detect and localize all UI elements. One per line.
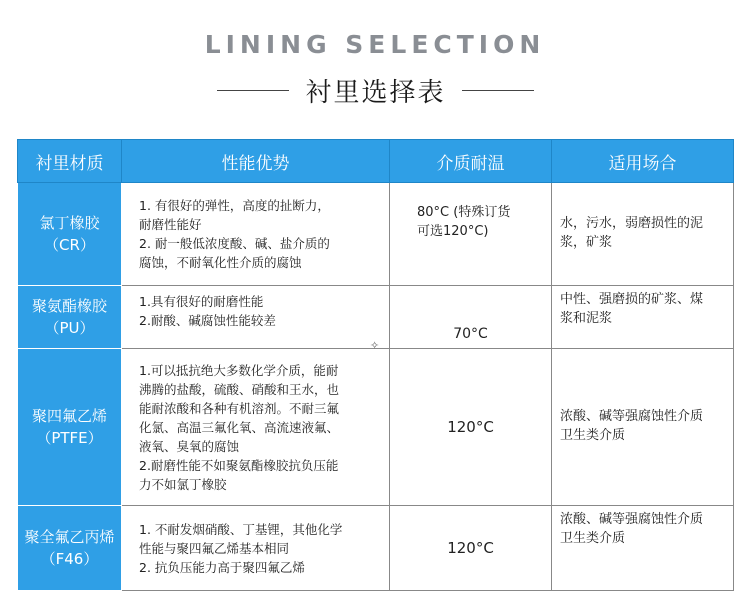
material-code: （PU） xyxy=(44,319,95,337)
application-line: 水，污水，弱磨损性的泥 xyxy=(560,216,704,231)
column-header-performance: 性能优势 xyxy=(122,140,390,183)
material-name: 氯丁橡胶 xyxy=(39,214,100,232)
title-divider-right xyxy=(462,90,534,91)
performance-line: 2.耐磨性能不如聚氨酯橡胶抗负压能 xyxy=(139,457,339,473)
performance-line: 1.可以抵抗绝大多数化学介质，能耐 xyxy=(139,362,339,378)
material-name: 聚氨酯橡胶 xyxy=(31,297,107,315)
title-divider-left xyxy=(217,90,289,91)
application-line: 卫生类介质 xyxy=(560,531,626,546)
performance-line: 耐磨性能好 xyxy=(139,217,202,232)
column-header-material: 衬里材质 xyxy=(18,140,122,183)
material-cell xyxy=(18,506,122,591)
column-header-temperature: 介质耐温 xyxy=(390,140,552,183)
table-row xyxy=(18,506,734,591)
performance-line: 2. 耐一般低浓度酸、碱、盐介质的 xyxy=(139,236,330,251)
application-cell xyxy=(552,349,734,506)
performance-line: 1. 不耐发烟硝酸、丁基锂，其他化学 xyxy=(139,521,343,537)
performance-line: 力不如氯丁橡胶 xyxy=(139,476,227,492)
application-line: 浆和泥浆 xyxy=(560,311,613,326)
performance-line: 1. 有很好的弹性，高度的扯断力， xyxy=(139,198,330,213)
performance-line: 沸腾的盐酸，硫酸、硝酸和王水，也 xyxy=(139,381,340,397)
application-line: 浓酸、碱等强腐蚀性介质 xyxy=(560,512,704,527)
performance-line: 腐蚀，不耐氧化性介质的腐蚀 xyxy=(139,255,302,270)
application-line: 卫生类介质 xyxy=(560,428,626,443)
temperature-line: 80°C (特殊订货 xyxy=(417,205,511,220)
table-row xyxy=(18,349,734,506)
temperature-line: 120°C xyxy=(447,538,494,557)
temperature-cell xyxy=(390,286,552,349)
material-code: （CR） xyxy=(44,236,95,254)
lining-selection-table xyxy=(17,139,734,591)
column-header-application: 适用场合 xyxy=(552,140,734,183)
material-name: 聚四氟乙烯 xyxy=(31,407,107,425)
temperature-cell xyxy=(390,349,552,506)
material-cell xyxy=(18,349,122,506)
chinese-title: 衬里选择表 xyxy=(305,78,446,108)
temperature-line: 可选120°C) xyxy=(417,224,489,239)
application-cell xyxy=(552,286,734,349)
temperature-cell xyxy=(390,506,552,591)
application-cell xyxy=(552,183,734,286)
performance-cell xyxy=(122,183,390,286)
performance-cell xyxy=(122,286,390,349)
application-cell xyxy=(552,506,734,591)
performance-line: 化氯、高温三氟化氧、高流速液氟、 xyxy=(139,419,340,435)
performance-line: 液氧、臭氧的腐蚀 xyxy=(139,438,240,454)
performance-line: 能耐浓酸和各种有机溶剂。不耐三氟 xyxy=(139,400,340,416)
temperature-line: 70°C xyxy=(453,326,488,342)
chinese-title-row xyxy=(0,72,750,108)
performance-line: 2. 抗负压能力高于聚四氟乙烯 xyxy=(139,559,305,575)
performance-line: 1.具有很好的耐磨性能 xyxy=(139,294,264,309)
table-row xyxy=(18,183,734,286)
temperature-cell xyxy=(390,183,552,286)
material-code: （PTFE） xyxy=(36,429,103,447)
material-cell xyxy=(18,286,122,349)
performance-line: 性能与聚四氟乙烯基本相同 xyxy=(139,540,290,556)
performance-line: 2.耐酸、碱腐蚀性能较差 xyxy=(139,313,276,328)
sparkle-icon: ✧ xyxy=(370,339,380,352)
application-line: 浆，矿浆 xyxy=(560,235,613,250)
material-code: （F46） xyxy=(40,550,99,568)
application-line: 中性、强磨损的矿浆、煤 xyxy=(560,292,704,307)
temperature-line: 120°C xyxy=(447,417,494,436)
material-name: 聚全氟乙丙烯 xyxy=(24,528,115,546)
performance-cell xyxy=(122,349,390,506)
table-header-row xyxy=(18,140,734,183)
performance-cell xyxy=(122,506,390,591)
application-line: 浓酸、碱等强腐蚀性介质 xyxy=(560,409,704,424)
english-title: LINING SELECTION xyxy=(204,30,546,59)
material-cell xyxy=(18,183,122,286)
